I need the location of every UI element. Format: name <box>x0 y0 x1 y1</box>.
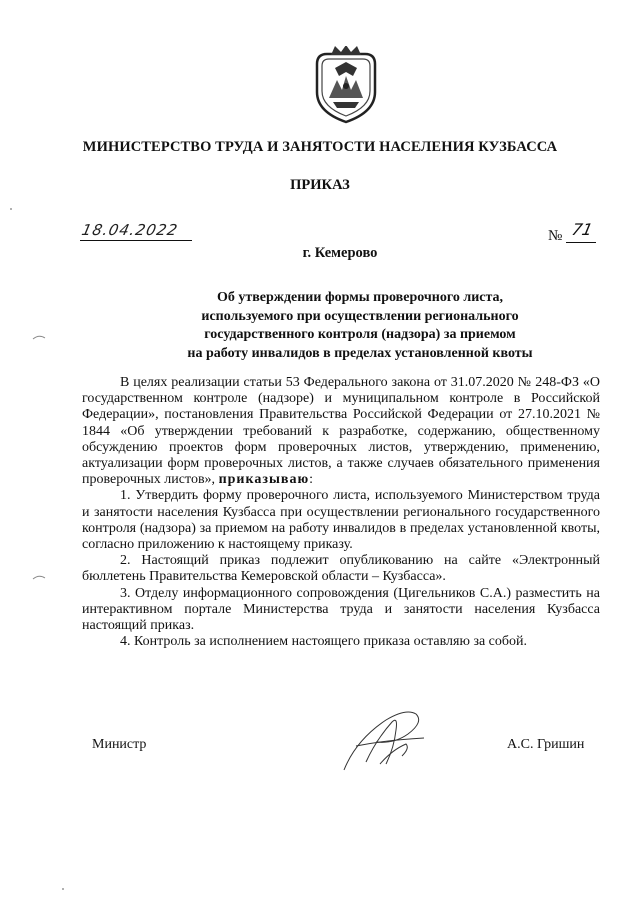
order-heading <box>120 289 600 363</box>
order-item: 3. Отделу информационного сопровождения (Цигельников С.А.) разместить на интерактивном портале Министерства труда и занятости населения Кузбасса настоящий приказ. <box>82 585 600 634</box>
intro-colon: : <box>309 472 314 488</box>
intro-paragraph <box>82 375 600 488</box>
order-body <box>82 375 600 650</box>
city-name: г. Кемерово <box>302 245 378 261</box>
ministry-name: МИНИСТЕРСТВО ТРУДА И ЗАНЯТОСТИ НАСЕЛЕНИЯ КУЗБАССА <box>82 139 558 155</box>
date-underline <box>80 240 192 241</box>
heading-line: государственного контроля (надзора) за приемом <box>204 327 516 342</box>
order-date: 18.04.2022 <box>80 221 180 239</box>
order-item: 2. Настоящий приказ подлежит опубликованию на сайте «Электронный бюллетень Правительства Кемеровской области – Кузбасса». <box>82 553 600 585</box>
handwritten-signature <box>336 700 436 780</box>
order-item: 4. Контроль за исполнением настоящего приказа оставляю за собой. <box>120 634 528 650</box>
intro-text: В целях реализации статьи 53 Федерального закона от 31.07.2020 № 248-ФЗ «О государственном контроле (надзоре) и муниципальном контроле в Российской Федерации», постановления Правительства Российской Федерации от 27.10.2021 № 1844 «Об утверждении требований к разработке, содержанию, общественному обсуждению проектов форм проверочных листов, утверждению, применению, актуализации форм проверочных листов, а также случаев обязательного применения проверочных листов», <box>82 375 600 488</box>
number-underline <box>566 242 596 243</box>
scan-speck <box>62 888 64 890</box>
document-type-title: ПРИКАЗ <box>290 177 350 193</box>
order-keyword: приказываю <box>218 472 310 488</box>
heading-line: Об утверждении формы проверочного листа, <box>216 290 504 305</box>
order-number-value: 71 <box>569 220 595 239</box>
heading-line: на работу инвалидов в пределах установленной квоты <box>187 345 533 361</box>
scan-speck <box>10 208 12 210</box>
signer-name: А.С. Гришин <box>507 737 585 752</box>
scan-margin-mark <box>32 574 46 580</box>
coat-of-arms-emblem <box>311 46 381 126</box>
order-number-label: № <box>548 228 563 244</box>
scan-margin-mark <box>32 334 46 340</box>
heading-line: используемого при осуществлении регионального <box>201 308 519 324</box>
order-item: 1. Утвердить форму проверочного листа, используемого Министерством труда и занятости населения Кузбасса при осуществлении регионального государственного контроля (надзора) за приемом на работу инвалидов в пределах установленной квоты, согласно приложению к настоящему приказу. <box>82 488 600 553</box>
signer-position: Министр <box>92 737 147 752</box>
